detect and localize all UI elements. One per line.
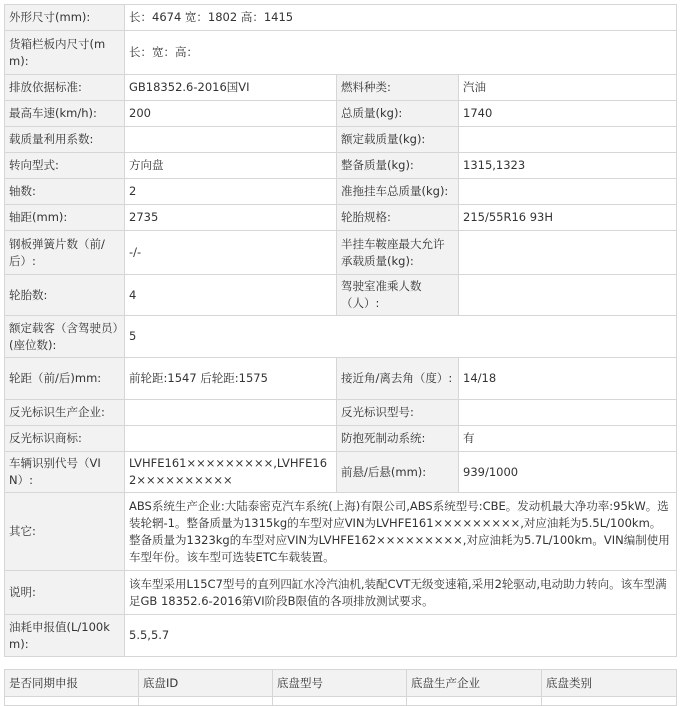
track-value: 前轮距:1547 后轮距:1575 bbox=[125, 358, 337, 400]
passengers-label: 额定载客（含驾驶员）(座位数): bbox=[5, 316, 125, 358]
row-speed bbox=[5, 101, 677, 127]
row-axles bbox=[5, 179, 677, 205]
saddle-label: 半挂车鞍座最大允许承载质量(kg): bbox=[337, 231, 459, 275]
overhang-value: 939/1000 bbox=[459, 452, 677, 493]
row-reflector-maker bbox=[5, 400, 677, 426]
chassis-header-row bbox=[5, 670, 677, 697]
saddle-value bbox=[459, 231, 677, 275]
axles-value: 2 bbox=[125, 179, 337, 205]
tire-spec-value: 215/55R16 93H bbox=[459, 205, 677, 231]
load-util-value bbox=[125, 127, 337, 153]
steering-label: 转向型式: bbox=[5, 153, 125, 179]
cargo-label: 货箱栏板内尺寸(mm): bbox=[5, 31, 125, 75]
total-mass-label: 总质量(kg): bbox=[337, 101, 459, 127]
chassis-header-same-period: 是否同期申报 bbox=[5, 670, 139, 697]
chassis-cell bbox=[273, 697, 407, 706]
chassis-header-category: 底盘类别 bbox=[542, 670, 677, 697]
cargo-value: 长：宽：高： bbox=[125, 31, 677, 75]
chassis-header-id: 底盘ID bbox=[139, 670, 273, 697]
row-track bbox=[5, 358, 677, 400]
row-wheelbase bbox=[5, 205, 677, 231]
vin-value: LVHFE161×××××××××,LVHFE162×××××××××× bbox=[125, 452, 337, 493]
chassis-cell bbox=[5, 697, 139, 706]
fuel-label: 燃料种类: bbox=[337, 75, 459, 101]
chassis-cell bbox=[542, 697, 677, 706]
reflector-brand-label: 反光标识商标: bbox=[5, 426, 125, 452]
fuel-report-label: 油耗申报值(L/100km): bbox=[5, 615, 125, 657]
tire-spec-label: 轮胎规格: bbox=[337, 205, 459, 231]
track-label: 轮距（前/后)mm: bbox=[5, 358, 125, 400]
emission-value: GB18352.6-2016国VI bbox=[125, 75, 337, 101]
fuel-report-value: 5.5,5.7 bbox=[125, 615, 677, 657]
vin-label: 车辆识别代号（VIN）: bbox=[5, 452, 125, 493]
row-steering bbox=[5, 153, 677, 179]
note-value: 该车型采用L15C7型号的直列四缸水冷汽油机,装配CVT无级变速箱,采用2轮驱动,电动助力转向。该车型满足GB 18352.6-2016第VI阶段B限值的各项排放测试要求。 bbox=[125, 571, 677, 615]
wheelbase-value: 2735 bbox=[125, 205, 337, 231]
towing-value bbox=[459, 179, 677, 205]
dimensions-label: 外形尺寸(mm): bbox=[5, 5, 125, 31]
total-mass-value: 1740 bbox=[459, 101, 677, 127]
reflector-maker-value bbox=[125, 400, 337, 426]
chassis-header-maker: 底盘生产企业 bbox=[407, 670, 542, 697]
row-tires bbox=[5, 275, 677, 316]
towing-label: 准拖挂车总质量(kg): bbox=[337, 179, 459, 205]
passengers-value: 5 bbox=[125, 316, 677, 358]
cab-seats-label: 驾驶室准乘人数（人）: bbox=[337, 275, 459, 316]
row-note bbox=[5, 571, 677, 615]
dimensions-value: 长：4674 宽：1802 高：1415 bbox=[125, 5, 677, 31]
abs-value: 有 bbox=[459, 426, 677, 452]
other-label: 其它: bbox=[5, 493, 125, 571]
abs-label: 防抱死制动系统: bbox=[337, 426, 459, 452]
chassis-cell bbox=[139, 697, 273, 706]
reflector-model-value bbox=[459, 400, 677, 426]
row-load bbox=[5, 127, 677, 153]
tires-label: 轮胎数: bbox=[5, 275, 125, 316]
angle-value: 14/18 bbox=[459, 358, 677, 400]
angle-label: 接近角/离去角（度）: bbox=[337, 358, 459, 400]
chassis-table bbox=[4, 669, 677, 706]
row-other bbox=[5, 493, 677, 571]
chassis-cell bbox=[407, 697, 542, 706]
curb-mass-value: 1315,1323 bbox=[459, 153, 677, 179]
fuel-value: 汽油 bbox=[459, 75, 677, 101]
load-util-label: 载质量利用系数: bbox=[5, 127, 125, 153]
rated-load-label: 额定载质量(kg): bbox=[337, 127, 459, 153]
vehicle-spec-table bbox=[4, 4, 677, 657]
overhang-label: 前悬/后悬(mm): bbox=[337, 452, 459, 493]
rated-load-value bbox=[459, 127, 677, 153]
chassis-empty-row bbox=[5, 697, 677, 706]
row-emission bbox=[5, 75, 677, 101]
row-passengers bbox=[5, 316, 677, 358]
speed-label: 最高车速(km/h): bbox=[5, 101, 125, 127]
reflector-model-label: 反光标识型号: bbox=[337, 400, 459, 426]
reflector-brand-value bbox=[125, 426, 337, 452]
row-reflector-brand bbox=[5, 426, 677, 452]
leaf-spring-label: 钢板弹簧片数（前/后）: bbox=[5, 231, 125, 275]
row-fuel-report bbox=[5, 615, 677, 657]
steering-value: 方向盘 bbox=[125, 153, 337, 179]
row-leaf-spring bbox=[5, 231, 677, 275]
curb-mass-label: 整备质量(kg): bbox=[337, 153, 459, 179]
chassis-header-model: 底盘型号 bbox=[273, 670, 407, 697]
row-vin bbox=[5, 452, 677, 493]
reflector-maker-label: 反光标识生产企业: bbox=[5, 400, 125, 426]
speed-value: 200 bbox=[125, 101, 337, 127]
other-value: ABS系统生产企业:大陆泰密克汽车系统(上海)有限公司,ABS系统型号:CBE。发动机最大净功率:95kW。选装轮辋-1。整备质量为1315kg的车型对应VIN为LVHFE161×××××××××,对应油耗为5.5L/100km。整备质量为1323kg的车型对应VIN为LVHFE162×××××××××,对应油耗为5.7L/100km。VIN编制使用车型年份。该车型可选装ETC车载装置。 bbox=[125, 493, 677, 571]
leaf-spring-value: -/- bbox=[125, 231, 337, 275]
axles-label: 轴数: bbox=[5, 179, 125, 205]
wheelbase-label: 轴距(mm): bbox=[5, 205, 125, 231]
row-dimensions bbox=[5, 5, 677, 31]
emission-label: 排放依据标准: bbox=[5, 75, 125, 101]
row-cargo bbox=[5, 31, 677, 75]
tires-value: 4 bbox=[125, 275, 337, 316]
note-label: 说明: bbox=[5, 571, 125, 615]
cab-seats-value bbox=[459, 275, 677, 316]
